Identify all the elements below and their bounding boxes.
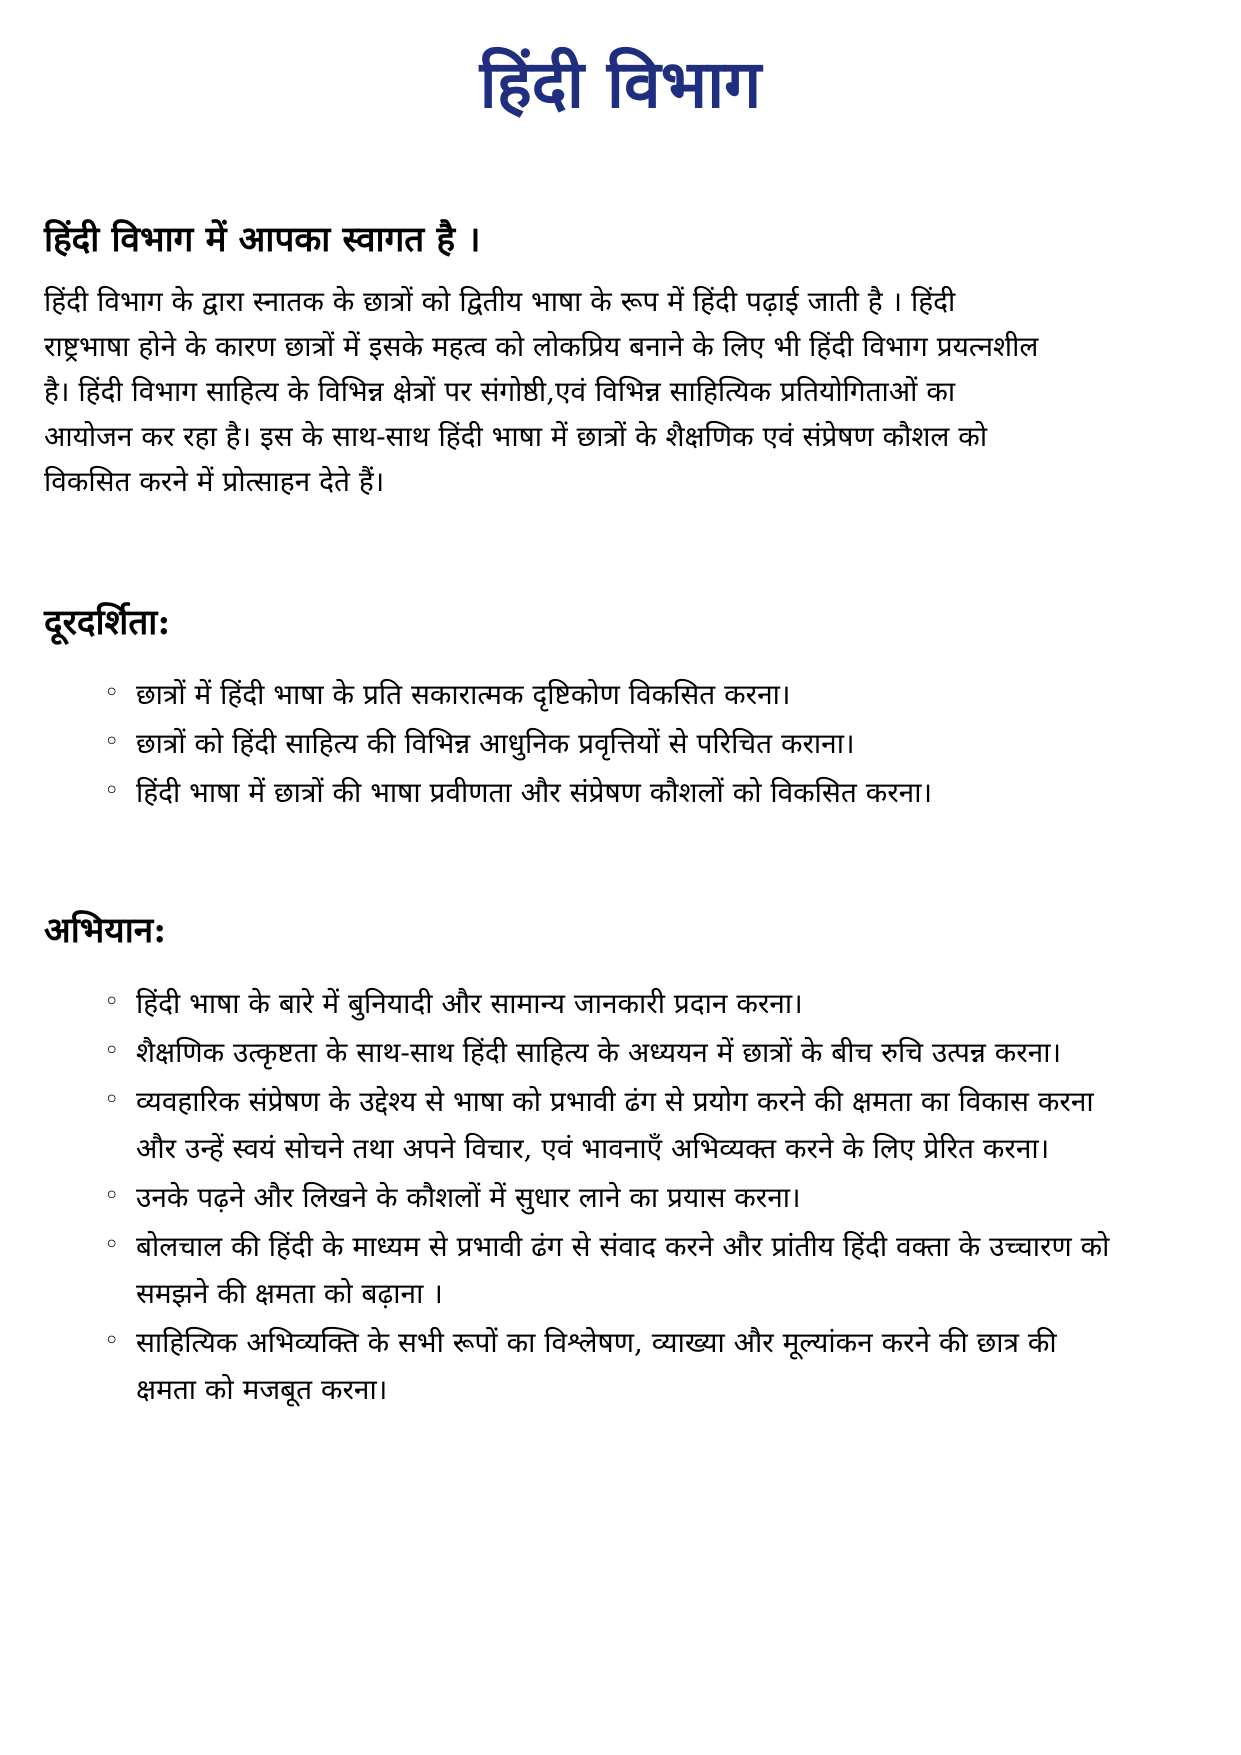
- vision-bullet-item: ◦ हिंदी भाषा में छात्रों की भाषा प्रवीणता और संप्रेषण कौशलों को विकसित करना।: [102, 769, 1122, 816]
- vision-bullet-list: [44, 671, 1122, 816]
- vision-section: [44, 600, 1197, 817]
- mission-bullet-list: [44, 980, 1122, 1413]
- mission-bullet-item: ◦ व्यवहारिक संप्रेषण के उद्देश्य से भाषा को प्रभावी ढंग से प्रयोग करने की क्षमता का विकास करना और उन्हें स्वयं सोचने तथा अपने विचार, एवं भावनाएँ अभिव्यक्त करने के लिए प्रेरित करना।: [102, 1078, 1122, 1172]
- vision-bullet-item: ◦ छात्रों में हिंदी भाषा के प्रति सकारात्मक दृष्टिकोण विकसित करना।: [102, 671, 1122, 718]
- mission-bullet-item: ◦ उनके पढ़ने और लिखने के कौशलों में सुधार लाने का प्रयास करना।: [102, 1174, 1122, 1221]
- welcome-heading: हिंदी विभाग में आपका स्वागत है ।: [44, 219, 481, 261]
- vision-heading: दूरदर्शिता:: [44, 601, 171, 643]
- mission-heading: अभियान:: [44, 910, 167, 952]
- vision-bullet-item: ◦ छात्रों को हिंदी साहित्य की विभिन्न आधुनिक प्रवृत्तियों से परिचित कराना।: [102, 720, 1122, 767]
- mission-bullet-item: ◦ हिंदी भाषा के बारे में बुनियादी और सामान्य जानकारी प्रदान करना।: [102, 980, 1122, 1027]
- mission-bullet-item: ◦ शैक्षणिक उत्कृष्टता के साथ-साथ हिंदी साहित्य के अध्ययन में छात्रों के बीच रुचि उत्पन्न करना।: [102, 1029, 1122, 1076]
- page-title: हिंदी विभाग: [479, 45, 762, 123]
- intro-paragraph: हिंदी विभाग के द्वारा स्नातक के छात्रों को द्वितीय भाषा के रूप में हिंदी पढ़ाई जाती है । हिंदी राष्ट्रभाषा होने के कारण छात्रों में इसके महत्व को लोकप्रिय बनाने के लिए भी हिंदी विभाग प्रयत्नशील है। हिंदी विभाग साहित्य के विभिन्न क्षेत्रों पर संगोष्ठी,एवं विभिन्न साहित्यिक प्रतियोगिताओं का आयोजन कर रहा है। इस के साथ-साथ हिंदी भाषा में छात्रों के शैक्षणिक एवं संप्रेषण कौशल को विकसित करने में प्रोत्साहन देते हैं।: [44, 284, 1039, 498]
- mission-bullet-item: ◦ साहित्यिक अभिव्यक्ति के सभी रूपों का विश्लेषण, व्याख्या और मूल्यांकन करने की छात्र की क्षमता को मजबूत करना।: [102, 1319, 1122, 1413]
- mission-section: [44, 908, 1197, 1413]
- mission-bullet-item: ◦ बोलचाल की हिंदी के माध्यम से प्रभावी ढंग से संवाद करने और प्रांतीय हिंदी वक्ता के उच्चारण को समझने की क्षमता को बढ़ाना ।: [102, 1223, 1122, 1317]
